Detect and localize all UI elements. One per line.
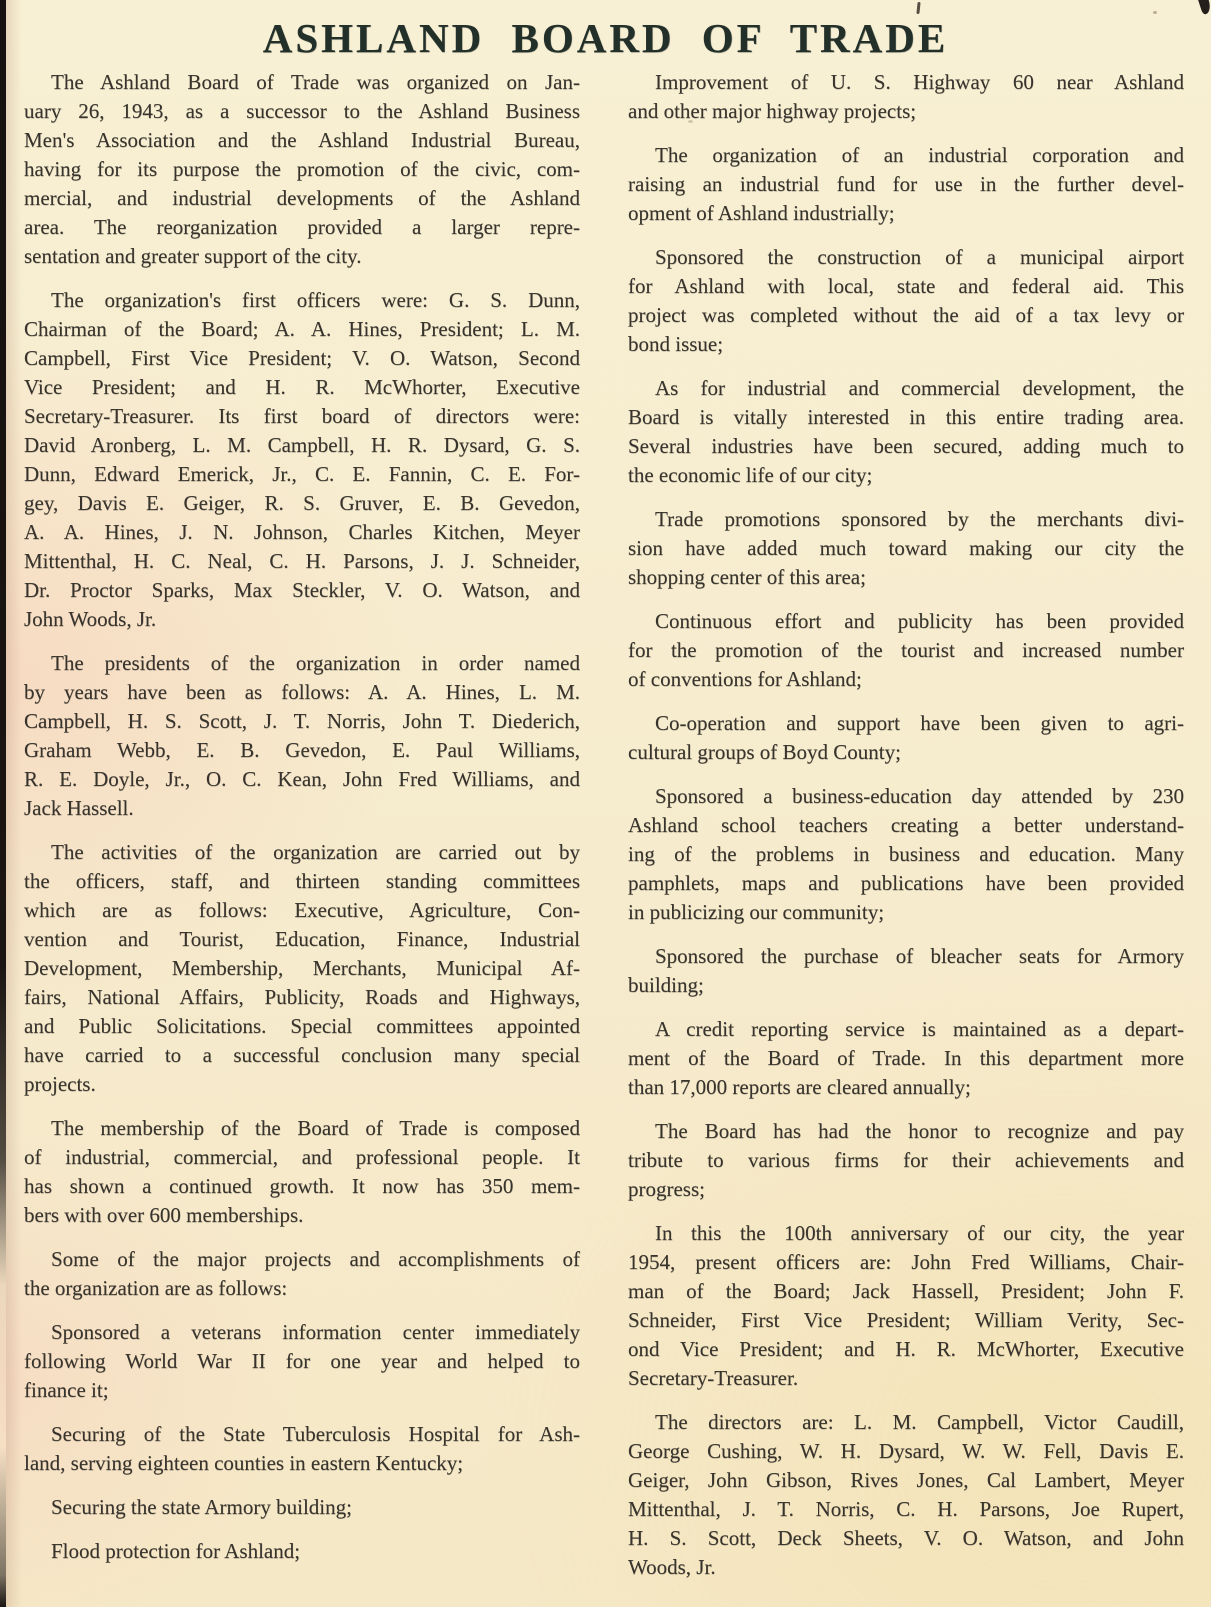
text-line: The directors are: L. M. Campbell, Victor Caudill, [655, 1410, 1184, 1434]
text-line: area. The reorganization provided a larger repre- [24, 215, 580, 239]
paragraph [24, 1245, 580, 1303]
text-line: fairs, National Affairs, Publicity, Roads and Highways, [24, 985, 580, 1009]
text-line: than 17,000 reports are cleared annually; [628, 1075, 971, 1099]
text-line: uary 26, 1943, as a successor to the Ashland Business [24, 99, 580, 123]
text-line: shopping center of this area; [628, 565, 866, 589]
text-line: Continuous effort and publicity has been provided [655, 609, 1184, 633]
paragraph [24, 649, 580, 823]
text-line: of conventions for Ashland; [628, 667, 862, 691]
text-line: Sponsored the construction of a municipal airport [655, 245, 1184, 269]
text-line: having for its purpose the promotion of the civic, com- [24, 157, 580, 181]
text-line: project was completed without the aid of a tax levy or [628, 303, 1184, 327]
text-line: R. E. Doyle, Jr., O. C. Kean, John Fred Williams, and [24, 767, 580, 791]
text-line: A. A. Hines, J. N. Johnson, Charles Kitchen, Meyer [24, 520, 580, 544]
text-line: Sponsored the purchase of bleacher seats for Armory [655, 944, 1184, 968]
text-line: Geiger, John Gibson, Rives Jones, Cal Lambert, Meyer [628, 1468, 1184, 1492]
paragraph [628, 1408, 1184, 1582]
text-line: 1954, present officers are: John Fred Williams, Chair- [628, 1250, 1184, 1274]
text-line: The presidents of the organization in order named [51, 651, 580, 675]
text-line: Schneider, First Vice President; William Verity, Sec- [628, 1308, 1184, 1332]
text-line: Campbell, First Vice President; V. O. Watson, Second [24, 346, 580, 370]
paragraph [628, 1015, 1184, 1102]
text-line: Chairman of the Board; A. A. Hines, President; L. M. [24, 317, 580, 341]
text-line: ond Vice President; and H. R. McWhorter, Executive [628, 1337, 1184, 1361]
paragraph [628, 141, 1184, 228]
text-line: Graham Webb, E. B. Gevedon, E. Paul Williams, [24, 738, 580, 762]
text-line: Co-operation and support have been given to agri- [655, 711, 1184, 735]
paragraph [24, 1420, 580, 1478]
text-line: building; [628, 973, 704, 997]
text-line: George Cushing, W. H. Dysard, W. W. Fell, Davis E. [628, 1439, 1184, 1463]
text-line: the officers, staff, and thirteen standing committees [24, 869, 580, 893]
paragraph [628, 782, 1184, 927]
text-line: sion have added much toward making our city the [628, 536, 1184, 560]
paragraph [628, 1117, 1184, 1204]
paragraph [628, 505, 1184, 592]
text-line: Mittenthal, J. T. Norris, C. H. Parsons, Joe Rupert, [628, 1497, 1184, 1521]
left-column [24, 68, 580, 1607]
paragraph [628, 243, 1184, 359]
text-line: following World War II for one year and helped to [24, 1349, 580, 1373]
text-line: Improvement of U. S. Highway 60 near Ashland [655, 70, 1184, 94]
text-line: A credit reporting service is maintained as a depart- [655, 1017, 1184, 1041]
text-line: Ashland school teachers creating a better understand- [628, 813, 1184, 837]
text-line: progress; [628, 1177, 705, 1201]
text-line: sentation and greater support of the city. [24, 244, 362, 268]
text-line: opment of Ashland industrially; [628, 201, 895, 225]
text-line: man of the Board; Jack Hassell, President; John F. [628, 1279, 1184, 1303]
text-line: Men's Association and the Ashland Industrial Bureau, [24, 128, 580, 152]
book-gutter-edge [0, 0, 6, 1607]
text-line: Campbell, H. S. Scott, J. T. Norris, John T. Diederich, [24, 709, 580, 733]
text-line: the organization are as follows: [24, 1276, 288, 1300]
text-line: Some of the major projects and accomplishments of [51, 1247, 580, 1271]
text-line: gey, Davis E. Geiger, R. S. Gruver, E. B. Gevedon, [24, 491, 580, 515]
text-line: As for industrial and commercial development, the [655, 376, 1184, 400]
paragraph [24, 68, 580, 271]
text-line: raising an industrial fund for use in the further devel- [628, 172, 1184, 196]
text-line: of industrial, commercial, and professional people. It [24, 1145, 580, 1169]
text-line: Dr. Proctor Sparks, Max Steckler, V. O. Watson, and [24, 578, 580, 602]
text-line: for the promotion of the tourist and increased number [628, 638, 1184, 662]
text-line: The Board has had the honor to recognize and pay [655, 1119, 1184, 1143]
book-gutter-shadow [6, 0, 22, 1607]
text-line: in publicizing our community; [628, 900, 885, 924]
text-line: cultural groups of Boyd County; [628, 740, 901, 764]
text-line: have carried to a successful conclusion many special [24, 1043, 580, 1067]
text-line: mercial, and industrial developments of the Ashland [24, 186, 580, 210]
text-line: Woods, Jr. [628, 1555, 716, 1579]
text-line: Securing the state Armory building; [51, 1495, 352, 1519]
text-line: Mittenthal, H. C. Neal, C. H. Parsons, J. J. Schneider, [24, 549, 580, 573]
text-line: ment of the Board of Trade. In this department more [628, 1046, 1184, 1070]
two-column-text-layout [0, 68, 1211, 1607]
text-line: Secretary-Treasurer. [628, 1366, 799, 1390]
text-line: Flood protection for Ashland; [51, 1539, 301, 1563]
text-line: Development, Membership, Merchants, Municipal Af- [24, 956, 580, 980]
page-title: ASHLAND BOARD OF TRADE [262, 15, 949, 61]
text-line: for Ashland with local, state and federal aid. This [628, 274, 1184, 298]
paragraph [628, 1219, 1184, 1393]
text-line: Jack Hassell. [24, 796, 134, 820]
paragraph [628, 68, 1184, 126]
text-line: The Ashland Board of Trade was organized on Jan- [51, 70, 580, 94]
text-line: vention and Tourist, Education, Finance, Industrial [24, 927, 580, 951]
text-line: The activities of the organization are carried out by [51, 840, 580, 864]
text-line: Securing of the State Tuberculosis Hospital for Ash- [51, 1422, 580, 1446]
text-line: Trade promotions sponsored by the merchants divi- [655, 507, 1184, 531]
paragraph [24, 1537, 580, 1566]
text-line: Dunn, Edward Emerick, Jr., C. E. Fannin, C. E. For- [24, 462, 580, 486]
text-line: the economic life of our city; [628, 463, 873, 487]
text-line: David Aronberg, L. M. Campbell, H. R. Dysard, G. S. [24, 433, 580, 457]
text-line: projects. [24, 1072, 96, 1096]
paragraph [24, 1318, 580, 1405]
text-line: H. S. Scott, Deck Sheets, V. O. Watson, and John [628, 1526, 1184, 1550]
text-line: The organization of an industrial corporation and [655, 143, 1184, 167]
text-line: Secretary-Treasurer. Its first board of directors were: [24, 404, 580, 428]
paragraph [628, 709, 1184, 767]
paragraph [24, 1493, 580, 1522]
text-line: Sponsored a veterans information center immediately [51, 1320, 580, 1344]
text-line: has shown a continued growth. It now has 350 mem- [24, 1174, 580, 1198]
text-line: finance it; [24, 1378, 109, 1402]
text-line: The membership of the Board of Trade is composed [51, 1116, 580, 1140]
text-line: ing of the problems in business and education. Many [628, 842, 1184, 866]
text-line: and Public Solicitations. Special committees appointed [24, 1014, 580, 1038]
text-line: The organization's first officers were: G. S. Dunn, [51, 288, 580, 312]
text-line: bond issue; [628, 332, 724, 356]
text-line: Sponsored a business-education day attended by 230 [655, 784, 1184, 808]
text-line: land, serving eighteen counties in eastern Kentucky; [24, 1451, 464, 1475]
text-line: and other major highway projects; [628, 99, 917, 123]
text-line: which are as follows: Executive, Agriculture, Con- [24, 898, 580, 922]
paragraph [24, 838, 580, 1099]
text-line: bers with over 600 memberships. [24, 1203, 304, 1227]
text-line: pamphlets, maps and publications have been provided [628, 871, 1184, 895]
text-line: In this the 100th anniversary of our city, the year [655, 1221, 1184, 1245]
scan-speck [1153, 11, 1157, 14]
text-line: Several industries have been secured, adding much to [628, 434, 1184, 458]
paragraph [24, 1114, 580, 1230]
text-line: Board is vitally interested in this entire trading area. [628, 405, 1184, 429]
text-line: tribute to various firms for their achievements and [628, 1148, 1184, 1172]
paragraph [628, 374, 1184, 490]
text-line: Vice President; and H. R. McWhorter, Executive [24, 375, 580, 399]
paragraph [24, 286, 580, 634]
text-line: John Woods, Jr. [24, 607, 157, 631]
right-column [628, 68, 1184, 1607]
paragraph [628, 607, 1184, 694]
paragraph [628, 942, 1184, 1000]
text-line: by years have been as follows: A. A. Hines, L. M. [24, 680, 580, 704]
